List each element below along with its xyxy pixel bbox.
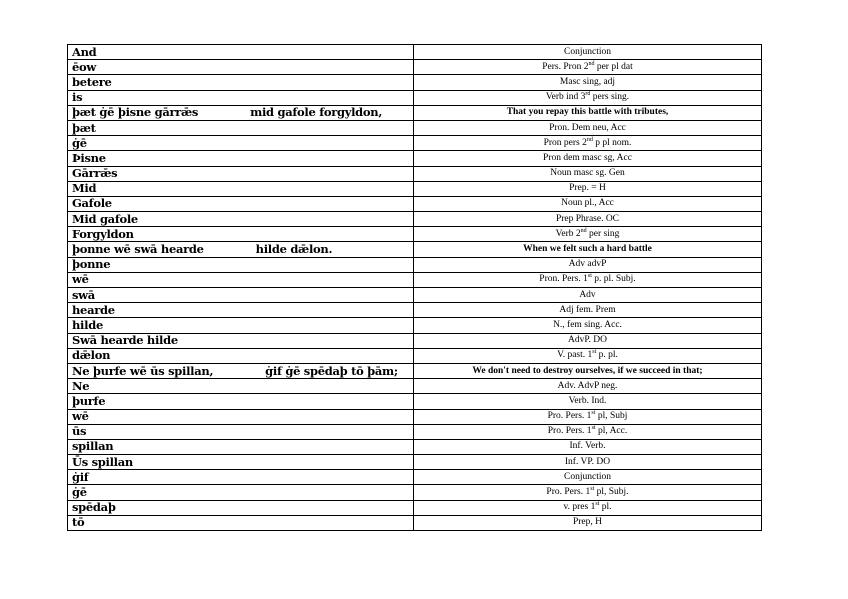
old-english-cell	[68, 439, 414, 454]
old-english-cell	[68, 257, 414, 272]
gloss-text: AdvP. DO	[567, 335, 608, 346]
table-row	[68, 181, 762, 196]
grammar-gloss-cell	[414, 45, 762, 60]
grammar-gloss-cell	[414, 439, 762, 454]
gloss-text: Pro. Pers. 1	[546, 487, 591, 498]
grammar-gloss-cell	[414, 288, 762, 303]
old-english-text-continued: hilde dǣlon.	[255, 242, 333, 257]
old-english-text: Ūs spillan	[72, 454, 133, 469]
old-english-text: ūs	[72, 424, 87, 439]
old-english-cell	[68, 272, 414, 287]
old-english-text: spēdaþ	[72, 500, 116, 515]
table-row	[68, 470, 762, 485]
gloss-text: N., fem sing. Acc.	[553, 319, 622, 330]
gloss-text: That you repay this battle with tributes,	[506, 107, 669, 118]
old-english-text: hilde	[72, 317, 103, 332]
old-english-text: wē	[72, 409, 89, 424]
old-english-cell	[68, 455, 414, 470]
old-english-text: is	[72, 90, 83, 105]
old-english-text: ēow	[72, 59, 96, 74]
table-row	[68, 318, 762, 333]
old-english-text: Mid gafole	[72, 211, 138, 226]
old-english-text: And	[72, 44, 97, 59]
gloss-text: Adv advP	[568, 259, 607, 270]
gloss-text: Verb ind 3	[545, 92, 586, 103]
old-english-text: wē	[72, 272, 89, 287]
ordinal-suffix: st	[587, 273, 592, 280]
gloss-text: Adv. AdvP neg.	[557, 380, 618, 391]
gloss-text: Pron. Pers. 1	[539, 274, 588, 285]
grammar-gloss-cell	[414, 227, 762, 242]
old-english-text-continued: ġif ġē spēdaþ tō þām;	[265, 363, 398, 378]
old-english-text: betere	[72, 74, 112, 89]
gloss-text: Masc sing, adj	[559, 76, 616, 87]
gloss-text: Pro. Pers. 1	[547, 426, 592, 437]
translation-cell	[414, 105, 762, 120]
table-row	[68, 212, 762, 227]
old-english-text: þæt ġē þisne gārrǣs	[72, 105, 199, 120]
old-english-text: swā	[72, 287, 95, 302]
old-english-cell	[68, 515, 414, 530]
table-row	[68, 348, 762, 363]
gloss-text: Prep, H	[572, 517, 603, 528]
table-row	[68, 500, 762, 515]
table-row	[68, 455, 762, 470]
table-row	[68, 151, 762, 166]
gloss-text: Adv	[579, 289, 596, 300]
old-english-cell	[68, 90, 414, 105]
old-english-cell	[68, 166, 414, 181]
old-english-text: þonne	[72, 257, 111, 272]
gloss-text: Conjunction	[564, 471, 611, 482]
gloss-text: Prep Phrase. OC	[555, 213, 620, 224]
old-english-text: þonne wē swā hearde	[72, 242, 204, 257]
old-english-cell	[68, 363, 414, 378]
gloss-text: Noun masc sg. Gen	[550, 168, 625, 179]
ordinal-suffix: nd	[588, 60, 595, 67]
table-row	[68, 120, 762, 135]
translation-cell	[414, 363, 762, 378]
old-english-text: þurfe	[72, 393, 106, 408]
gloss-text-continued: p pl nom.	[592, 137, 632, 148]
table-row	[68, 45, 762, 60]
old-english-cell	[68, 75, 414, 90]
gloss-text: Pro. Pers. 1	[547, 411, 592, 422]
old-english-cell	[68, 242, 414, 257]
table-row	[68, 90, 762, 105]
table-row	[68, 515, 762, 530]
grammar-gloss-cell	[414, 485, 762, 500]
old-english-text: ġē	[72, 135, 87, 150]
old-english-text: Forgyldon	[72, 226, 134, 241]
gloss-text: Prep. = H	[569, 183, 606, 194]
gloss-text-continued: pl, Subj.	[594, 487, 629, 498]
gloss-text-continued: pl, Subj	[595, 411, 628, 422]
old-english-text-continued: mid gafole forgyldon,	[250, 105, 383, 120]
table-row	[68, 75, 762, 90]
grammar-gloss-cell	[414, 455, 762, 470]
ordinal-suffix: st	[595, 501, 600, 508]
old-english-text: Gafole	[72, 196, 112, 211]
old-english-text: Ne þurfe wē ūs spillan,	[72, 363, 214, 378]
old-english-cell	[68, 212, 414, 227]
old-english-cell	[68, 45, 414, 60]
old-english-text: Þisne	[72, 150, 106, 165]
old-english-text: dǣlon	[72, 348, 111, 363]
grammar-gloss-cell	[414, 181, 762, 196]
grammar-gloss-cell	[414, 333, 762, 348]
grammar-gloss-cell	[414, 136, 762, 151]
old-english-cell	[68, 120, 414, 135]
grammar-gloss-cell	[414, 303, 762, 318]
old-english-cell	[68, 318, 414, 333]
gloss-text: Pron pers 2	[543, 137, 587, 148]
gloss-text: Verb. Ind.	[568, 395, 607, 406]
old-english-text: Ne	[72, 378, 90, 393]
old-english-cell	[68, 181, 414, 196]
old-english-cell	[68, 196, 414, 211]
ordinal-suffix: st	[592, 349, 597, 356]
table-row	[68, 424, 762, 439]
table-row	[68, 166, 762, 181]
old-english-text: Swā hearde hilde	[72, 333, 178, 348]
gloss-text-continued: pl, Acc.	[595, 426, 628, 437]
gloss-text: Noun pl., Acc	[561, 198, 614, 209]
grammar-gloss-cell	[414, 120, 762, 135]
old-english-text: Mid	[72, 181, 97, 196]
grammar-gloss-cell	[414, 318, 762, 333]
table-row	[68, 379, 762, 394]
old-english-cell	[68, 485, 414, 500]
gloss-text: Conjunction	[564, 46, 611, 57]
grammar-gloss-cell	[414, 500, 762, 515]
gloss-table	[67, 44, 762, 531]
table-row	[68, 333, 762, 348]
table-row	[68, 288, 762, 303]
grammar-gloss-cell	[414, 515, 762, 530]
old-english-cell	[68, 333, 414, 348]
grammar-gloss-cell	[414, 409, 762, 424]
gloss-text-continued: per sing	[586, 228, 620, 239]
old-english-cell	[68, 288, 414, 303]
grammar-gloss-cell	[414, 166, 762, 181]
sentence-row	[68, 242, 762, 257]
sentence-row	[68, 363, 762, 378]
grammar-gloss-cell	[414, 272, 762, 287]
grammar-gloss-cell	[414, 470, 762, 485]
old-english-cell	[68, 60, 414, 75]
table-row	[68, 272, 762, 287]
table-row	[68, 303, 762, 318]
grammar-gloss-cell	[414, 257, 762, 272]
grammar-gloss-cell	[414, 151, 762, 166]
gloss-text: v. pres 1	[563, 502, 596, 513]
old-english-text: Gārrǣs	[72, 166, 118, 181]
table-row	[68, 485, 762, 500]
old-english-cell	[68, 105, 414, 120]
grammar-gloss-cell	[414, 90, 762, 105]
grammar-gloss-cell	[414, 75, 762, 90]
grammar-gloss-cell	[414, 394, 762, 409]
table-row	[68, 394, 762, 409]
old-english-cell	[68, 394, 414, 409]
old-english-cell	[68, 379, 414, 394]
grammar-gloss-cell	[414, 60, 762, 75]
gloss-text: Adj fem. Prem	[559, 304, 616, 315]
gloss-text: Pers. Pron 2	[542, 61, 589, 72]
translation-cell	[414, 242, 762, 257]
old-english-text: ġē	[72, 485, 87, 500]
table-row	[68, 439, 762, 454]
old-english-cell	[68, 227, 414, 242]
old-english-cell	[68, 424, 414, 439]
old-english-cell	[68, 500, 414, 515]
gloss-text: Verb 2	[555, 228, 581, 239]
table-row	[68, 196, 762, 211]
table-row	[68, 409, 762, 424]
sentence-row	[68, 105, 762, 120]
gloss-text: Pron. Dem neu, Acc	[549, 122, 626, 133]
old-english-text: ġif	[72, 469, 89, 484]
gloss-text-continued: pers sing.	[590, 92, 630, 103]
gloss-text: Pron dem masc sg, Acc	[543, 152, 632, 163]
grammar-gloss-cell	[414, 379, 762, 394]
gloss-text-continued: p. pl. Subj.	[591, 274, 636, 285]
grammar-gloss-cell	[414, 212, 762, 227]
old-english-text: spillan	[72, 439, 114, 454]
old-english-cell	[68, 409, 414, 424]
ordinal-suffix: st	[591, 409, 596, 416]
gloss-text-continued: pl.	[599, 502, 612, 513]
gloss-table-body	[68, 45, 762, 531]
gloss-text-continued: p. pl.	[596, 350, 618, 361]
old-english-cell	[68, 151, 414, 166]
gloss-text: V. past. 1	[557, 350, 593, 361]
old-english-text: tō	[72, 515, 85, 530]
ordinal-suffix: rd	[585, 91, 591, 97]
old-english-cell	[68, 348, 414, 363]
grammar-gloss-cell	[414, 196, 762, 211]
table-row	[68, 227, 762, 242]
table-row	[68, 257, 762, 272]
old-english-text: þæt	[72, 120, 96, 135]
gloss-text: We don't need to destroy ourselves, if we succeed in that;	[472, 365, 703, 376]
ordinal-suffix: nd	[586, 136, 593, 143]
gloss-text-continued: per pl dat	[594, 61, 633, 72]
old-english-text: hearde	[72, 302, 115, 317]
ordinal-suffix: nd	[580, 227, 587, 234]
gloss-text: Inf. VP. DO	[564, 456, 611, 467]
old-english-cell	[68, 136, 414, 151]
old-english-cell	[68, 470, 414, 485]
table-row	[68, 136, 762, 151]
gloss-text: When we felt such a hard battle	[523, 244, 652, 255]
grammar-gloss-cell	[414, 348, 762, 363]
ordinal-suffix: st	[590, 485, 595, 492]
table-row	[68, 60, 762, 75]
grammar-gloss-cell	[414, 424, 762, 439]
gloss-text: Inf. Verb.	[569, 441, 606, 452]
ordinal-suffix: st	[591, 425, 596, 432]
old-english-cell	[68, 303, 414, 318]
